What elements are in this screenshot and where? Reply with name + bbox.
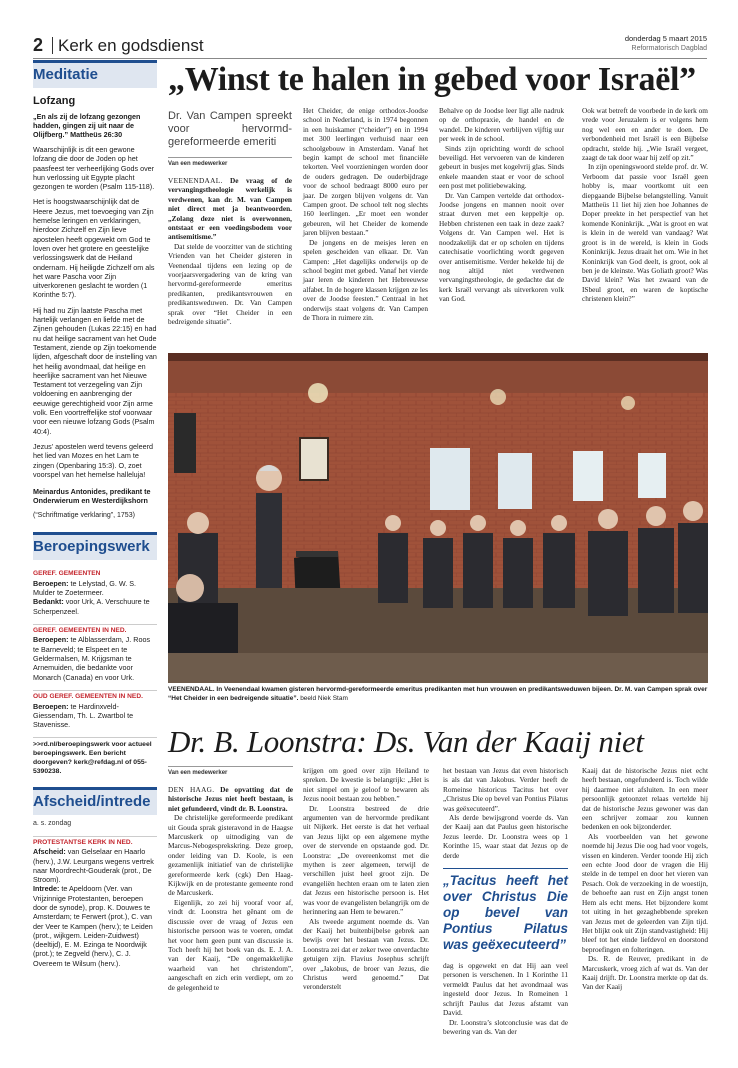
newspaper-name: Reformatorisch Dagblad [631, 45, 707, 52]
article2-lead: DEN HAAG. De opvatting dat de historische Jezus niet heeft bestaan, is niet gefundeerd, vindt dr. B. Loonstra. [168, 785, 293, 813]
call-entry: Beroepen: te Hardinxveld-Giessendam, Th. L. Zwartbol te Stavenisse. [33, 701, 134, 730]
article1-headline: „Winst te halen in gebed voor Israël” [168, 61, 696, 98]
church-label: GEREF. GEMEENTEN [33, 570, 101, 578]
call-entry: Beroepen: te Alblasserdam, J. Roos te Barneveld; te Elspeet en te Geldermalsen, M. Krijgsman te Arnemuiden, die bedankte voor Monarch (Canada) en voor Urk. [33, 635, 151, 682]
article1-column-3 [439, 106, 564, 304]
article2-paragraph: krijgen om goed over zijn Heiland te spreken. De kwestie is belangrijk: „Het is niet simpel om je geloof te bewaren als Jezus nooit bestaan zou hebben.” [303, 766, 429, 804]
article1-column-4 [582, 106, 708, 304]
article1-paragraph: Dat stelde de voorzitter van de stichting Vrienden van het Cheider gisteren in Veenendaal tijdens een lezing op de voorjaarsvergadering van de kring van hervormd-gereformeerde emeritus predikanten, predikantsvrouwen en predikantsweduwen. Dr. Van Campen sprak over “Het Cheider in een bedreigende situatie”. [168, 241, 292, 327]
article2-paragraph: Kaaij dat de historische Jezus niet echt heeft bestaan, ongefundeerd is. Toch wilde hij daarmee niet afsluiten. In een meer persoonlijk getoonzet relaas vertelde hij dat de historische Jezus gewoner was dan een schrijver zomaar zou kunnen bedenken en ook bijzonderder. [582, 766, 708, 832]
photo-credit: beeld Niek Stam [298, 694, 348, 702]
header-rule [33, 58, 707, 59]
issue-date: donderdag 5 maart 2015 [624, 34, 707, 43]
header-divider [52, 37, 53, 54]
section-title: Kerk en godsdienst [58, 36, 204, 55]
article1-paragraph: In zijn openingswoord stelde prof. dr. W. Verboom dat passie voor Israël geen hobby is, maar voortkomt uit een diepgaande Bijbelse belangstelling. Vanuit Mattheüs 11 liet hij zien hoe Johannes de Doper preekte in het perspectief van het komende Koninkrijk. „Wat is groot en wat is klein in de wereld van vandaag? Wat groot is in de wereld, is klein in Gods Koninkrijk. Jezus draait het om. Wie in het Koninkrijk van God deelt, is groot, ook al ben je de kleinste. Was Goliath groot? Was David klein? Was het zwaard van de ISbeul groot, en waren de koptische christenen klein?” [582, 162, 708, 304]
beroepingswerk-promo: >>rd.nl/beroepingswerk voor actueel beroepingswerk. Een bericht doorgeven? kerk@refdag.nl of 055-5390238. [33, 737, 157, 776]
page-number: 2 [33, 35, 44, 55]
article2-paragraph: Als tweede argument noemde ds. Van der Kaaij het buitenbijbelse gebrek aan bewijs over het bestaan van Jezus. Dr. Loonstra zei dat er zeker twee onverdachte getuigen zijn. Flavius Josephus schrijft over „Jakobus, de broer van Jezus, die Christus werd genoemd.” Dat veronderstelt [303, 916, 429, 992]
church-label: OUD GEREF. GEMEENTEN IN NED. [33, 690, 157, 702]
call-entry: Beroepen: te Lelystad, G. W. S. Mulder te Zoetermeer. [33, 578, 137, 597]
meditatie-title: Lofzang [33, 95, 76, 107]
article1-deck: Dr. Van Campen spreekt voor hervormd-gereformeerde emeriti [168, 110, 292, 148]
article1-paragraph: Behalve op de Joodse leer ligt alle nadruk op de orthopraxie, de handel en de wandel. De kinderen verblijven vijftig uur per week in de school. [439, 106, 564, 144]
article1-byline: Van een medewerker [168, 157, 292, 168]
article2-paragraph: Dr. Loonstra’s slotconclusie was dat de bewering van ds. Van der [443, 1017, 568, 1036]
intrede-entry: Intrede: te Apeldoorn (Ver. van Vrijzinnige Protestanten, beroepen door de synode), prop. K. Douwes te Amsterdam; te Ferwert (prot.), C. van der Veer te Kampen (herv.); te Leiden (prot., wijkgem. Leiden-Zuidwest) (deeltijd), E. M. Ezinga te Noordwijk (prot.); te Zegveld (herv.), C. J. Overeem te Wilsum (herv.). [33, 884, 153, 968]
meditatie-heading: Meditatie [33, 60, 157, 88]
article2-pull-quote: „Tacitus heeft het over Christus Die op bevel van Pontius Pilatus was geëxecuteerd” [443, 868, 568, 953]
article2-paragraph: Eigenlijk, zo zei hij vooraf voor af, vindt dr. Loonstra het gênant om de discussie over de vraag of Jezus een historische persoon was te voeren, omdat het voor hem geen punt van discussie is. Toch heeft hij het boek van ds. E. J. A. van der Kaaij, “De ongemakkelijke waarheid van het christendom”, aangeschaft en zich erin verdiept, om zo de gelegenheid te [168, 897, 293, 992]
article2-byline: Van een medewerker [168, 766, 293, 777]
article2-paragraph: dag is opgewekt en dat Hij aan veel personen is verschenen. In 1 Korinthe 11 vermeldt Paulus dat het avondmaal was ingesteld door Jezus. In Romeinen 1 schrijft Paulus dat Jezus afstamt van David. [443, 961, 568, 1018]
article1-paragraph: Het Cheider, de enige orthodox-Joodse school in Nederland, is in 1974 begonnen in een huiskamer (“cheider”) en in 1994 met 300 leerlingen verhuisd naar een schoolgebouw in Amsterdam. Vanaf het begin kampt de school met financiële tekorten. Veel voorzieningen worden door de ouders gedragen. De ouderbijdrage voor de school bedraagt 8000 euro per jaar. De zorgen blijven volgens dr. Van Campen groot. De school telt nog slechts 160 leerlingen. „Er moet een wonder gebeuren, wil het Cheider de komende jaren blijven bestaan.” [303, 106, 428, 238]
article2-column-4 [582, 766, 708, 992]
meditatie-paragraph: Het is hoogstwaarschijnlijk dat de Heere Jezus, met toevoeging van Zijn hemelse leringen en verklaringen, hierdoor Zichzelf en Zijn lieve apostelen heeft opgewekt om God te loven over het grotere en geestelijke verlossingswerk dat de Heiland ondernam. Hij heiligde Zichzelf om als het ware Pascha voor Zijn uitverkorenen geslacht te worden (1 Korinthe 5:7). [33, 197, 155, 300]
article2-paragraph: Dr. Loonstra bestreed de drie argumenten van de hervormde predikant uit Nijkerk. Het eerste is dat het verhaal van Jezus lijkt op een algemene mythe over de stervende en opstaande god. Dr. Loonstra: „De overeenkomst met die mythen is zeer algemeen, terwijl de verschillen juist heel groot zijn. De evangeliën hechten eraan om te laten zien dat Jezus een historische persoon is. Het was voor de evangelisten belangrijk om de herinnering aan Hem te bewaren.” [303, 803, 429, 917]
article2-column-1 [168, 766, 293, 992]
afscheid-entry: Afscheid: van Gelselaar en Haarlo (herv.), J.W. Leurgans wegens vertrek naar Moordrecht-Gouderak (prot., De Stroom). [33, 847, 154, 885]
article2-paragraph: Ds. R. de Reuver, predikant in de Marcuskerk, vroeg zich af wat ds. Van der Kaaij drijft. Dr. Loonstra merkte op dat ds. Van der Kaaij [582, 954, 708, 992]
article2-headline: Dr. B. Loonstra: Ds. Van der Kaaij niet [168, 724, 644, 759]
meditatie-signature: Meinardus Antonides, predikant te Onderwierum en Westerdijkshorn [33, 487, 151, 506]
meditatie-paragraph: Hij had nu Zijn laatste Pascha met hartelijk verlangen en liefde met de Zijnen gehouden (Lukas 22:15) en had nu dat heilige sacrament van het Oude Testament, ziende op Zijn toekomende lijden, afgeschaft door de instelling van het heilig avondmaal, dat heilige en heerlijke sacrament van het Nieuwe Testament tot verzegeling van Zijn voldoening en aanbrenging der eeuwige gerechtigheid voor Zijn arme volk. Een voortreffelijke stof voorwaar voor een nieuwe lofzang Gods (Psalm 40:4). [33, 305, 157, 436]
article1-lead: VEENENDAAL. De vraag of de vervangingstheologie werkelijk is verdwenen, kan dr. M. van Campen niet direct met ja beantwoorden. „Zolang deze niet is overwonnen, ontstaat er een voedingsbodem voor antisemitisme.” [168, 176, 292, 242]
photo-caption: VEENENDAAL. In Veenendaal kwamen gisteren hervormd-gereformeerde emeritus predikanten met hun vrouwen en predikantsweduwen bijeen. Dr. M. van Campen sprak over “Het Cheider in een bedreigende situatie”. beeld Niek Stam [168, 686, 708, 702]
call-entry: Bedankt: voor Urk, A. Verschuure te Scherpenzeel. [33, 597, 150, 616]
article1-paragraph: De jongens en de meisjes leren en spelen gescheiden van elkaar. Dr. Van Campen: „Het dagelijks onderwijs op de school begint met gebed. Vanaf het vierde jaar leren de kinderen het Hebreeuwse alfabet. In de hogere klassen krijgen ze les over de Joodse feesten.” Centraal in het onderwijs staat volgens dr. Van Campen de Thora in ruimere zin. [303, 237, 428, 322]
article2-column-2 [303, 766, 429, 992]
meditatie-source: (“Schriftmatige verklaring”, 1753) [33, 512, 135, 520]
church-label: GEREF. GEMEENTEN IN NED. [33, 624, 157, 636]
beroepingswerk-list [33, 568, 157, 729]
article1-column-1 [168, 110, 292, 327]
afscheid-date: a. s. zondag [33, 819, 72, 827]
article1-paragraph: Sinds zijn oprichting wordt de school beveiligd. Het vervoeren van de kinderen gebeurt in busjes met kogelvrij glas. Sinds enkele maanden staat er voor de school een post met politiebewaking. [439, 143, 564, 191]
article1-paragraph: Dr. Van Campen vertelde dat orthodox-Joodse jongens en mannen nooit over straat durven met een keppeltje op. Hebben christenen een taak in deze zaak? Volgens dr. Van Campen wel. Het is noodzakelijk dat er op scholen en tijdens catechisatie voorlichting wordt gegeven over antisemitisme. Verder hekelde hij de nog altijd niet verdwenen vervangingstheologie, de gedachte dat de kerk Israël vervangt als uitverkoren volk van God. [439, 190, 564, 304]
meeting-photo [168, 353, 708, 683]
left-rail [33, 60, 157, 1060]
meditatie-paragraph: Jezus’ apostelen werd tevens geleerd het lied van Mozes en het Lam te zingen (Openbaring 15:3). O, zoet voorspel van het hemelse halleluja! [33, 441, 153, 479]
article1-column-2 [303, 106, 428, 322]
article1-paragraph: Ook wat betreft de voorbede in de kerk om vrede voor Jeruzalem is er volgens hem nog wel een en ander te doen. De verbondenheid met Israël is een Bijbelse opdracht, stelde hij. „Wie Israël vergeet, zaagt de tak door waar hij zelf op zit.” [582, 106, 708, 163]
meeting-photo-illustration [168, 353, 708, 683]
article2-column-3 [443, 766, 568, 1036]
beroepingswerk-heading: Beroepingswerk [33, 532, 157, 560]
afscheid-heading: Afscheid/intrede [33, 787, 157, 815]
meditatie-quote: „En als zij de lofzang gezongen hadden, gingen zij uit naar de Olijfberg.” Mattheüs 26:30 [33, 112, 141, 139]
meditatie-paragraph: Waarschijnlijk is dit een gewone lofzang die door de Joden op het paasfeest ter verheerlijking Gods over hun verlossing uit Egypte placht gezongen te worden (Psalm 115-118). [33, 145, 155, 192]
article2-paragraph: Als derde bewijsgrond voerde ds. Van der Kaaij aan dat Paulus geen historische Jezus leerde. Dr. Loonstra wees op 1 Korinthe 15, waar staat dat Jezus op de derde [443, 813, 568, 860]
church-label: PROTESTANTSE KERK IN NED. [33, 836, 157, 848]
article2-paragraph: het bestaan van Jezus dat even historisch is als dat van Jakobus. Verder heeft de Romeinse historicus Tacitus het over „Christus Die op bevel van Pontius Pilatus was geëxecuteerd”. [443, 766, 568, 813]
article2-paragraph: De christelijke gereformeerde predikant uit Gouda sprak gisteravond in de Haagse Marcuskerk op uitnodiging van de Marcus-Nebogesprekskring. Deze groep, onder leiding van D. Koole, is een gezamenlijk initiatief van de christelijke gereformeerde kerk (cgk) Den Haag-Kijkwijk en de protestante gemeente rond de Marcuskerk. [168, 813, 293, 898]
article2-paragraph: Als voorbeelden van het gewone noemde hij Jezus Die oog had voor vogels, vissen en kinderen. Verder toonde Hij zich een echte Jood door de vragen die Hij stelde in de tempel en door het vieren van Pesach. Ook de verzoeking in de woestijn, de behoefte aan rust en Zijn angst tonen Hem als echt mens. Het bijzondere komt tot uiting in het gezaghebbende spreken van Jezus met de geleerden van Zijn tijd. Het blijkt ook uit Zijn standvastigheid: Hij bleef tot het einde liefdevol en doorstond beproefingen en folteringen. [582, 831, 708, 954]
